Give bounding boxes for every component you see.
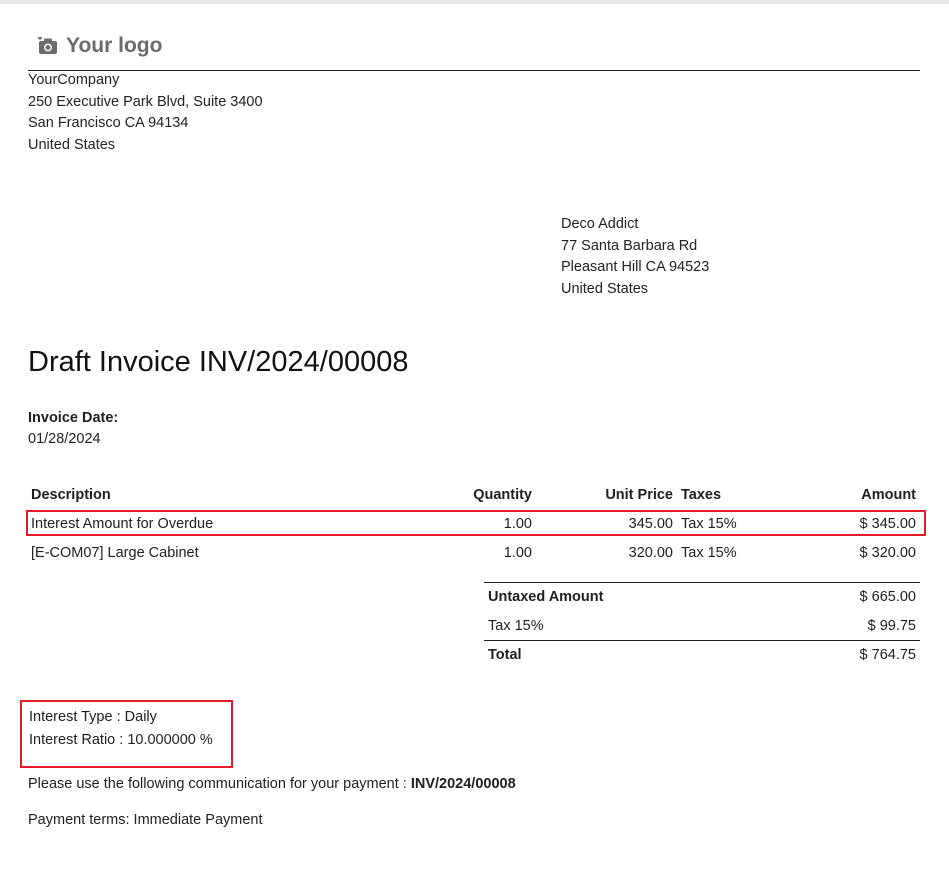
interest-type-label: Interest Type :: [29, 709, 121, 725]
company-address: [28, 70, 263, 157]
totals-top-rule: [484, 582, 920, 583]
line-quantity: 1.00: [503, 545, 532, 561]
company-city: San Francisco CA 94134: [28, 115, 189, 132]
top-strip: [0, 0, 949, 4]
line-amount: $ 345.00: [859, 516, 916, 532]
interest-ratio-value: 10.000000 %: [127, 732, 213, 748]
partner-street: 77 Santa Barbara Rd: [561, 237, 698, 254]
interest-type-value: Daily: [124, 709, 157, 725]
total-value: $ 764.75: [859, 647, 916, 663]
line-quantity: 1.00: [503, 516, 532, 532]
total-label: Total: [488, 647, 522, 663]
line-description: Interest Amount for Overdue: [31, 516, 214, 532]
line-taxes: Tax 15%: [681, 516, 737, 532]
partner-country: United States: [561, 281, 649, 298]
line-amount: $ 320.00: [859, 545, 916, 561]
header-quantity: Quantity: [473, 487, 532, 503]
company-name: YourCompany: [28, 72, 120, 88]
camera-icon: [38, 37, 58, 55]
header-amount: Amount: [861, 487, 916, 503]
header-unit-price: Unit Price: [605, 487, 673, 503]
company-country: United States: [28, 137, 116, 154]
totals-total-rule: [484, 640, 920, 641]
payment-communication: [28, 776, 516, 792]
line-unit-price: 320.00: [628, 545, 673, 561]
tax-label: Tax 15%: [488, 618, 544, 634]
partner-name: Deco Addict: [561, 216, 639, 232]
payment-terms: Payment terms: Immediate Payment: [28, 812, 263, 828]
line-taxes: Tax 15%: [681, 545, 737, 561]
untaxed-amount-value: $ 665.00: [859, 589, 916, 605]
interest-ratio-label: Interest Ratio :: [29, 732, 124, 748]
logo-text: Your logo: [66, 34, 163, 57]
partner-address: [561, 214, 709, 301]
untaxed-amount-label: Untaxed Amount: [488, 589, 604, 605]
interest-type: [29, 709, 157, 725]
company-logo: [38, 32, 162, 60]
company-street: 250 Executive Park Blvd, Suite 3400: [28, 93, 263, 110]
interest-ratio: [29, 732, 213, 748]
line-unit-price: 345.00: [628, 516, 673, 532]
line-description: [E-COM07] Large Cabinet: [31, 545, 199, 561]
payment-reference: INV/2024/00008: [410, 776, 516, 792]
payment-communication-text: Please use the following communication for your payment :: [28, 776, 407, 792]
invoice-date-label: Invoice Date:: [28, 410, 119, 426]
invoice-date-value: 01/28/2024: [28, 431, 101, 447]
invoice-title: Draft Invoice INV/2024/00008: [28, 346, 409, 378]
header-description: Description: [31, 487, 111, 503]
header-taxes: Taxes: [681, 487, 722, 503]
partner-city: Pleasant Hill CA 94523: [561, 259, 710, 276]
tax-value: $ 99.75: [867, 618, 916, 634]
